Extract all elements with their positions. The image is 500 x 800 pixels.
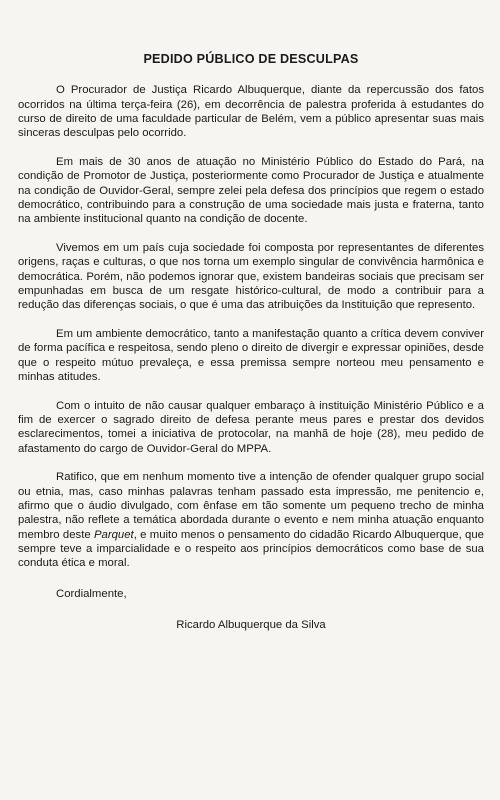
paragraph-5: Com o intuito de não causar qualquer embaraço à instituição Ministério Público e a fim de exercer o sagrado direito de defesa perante meus pares e prestar dos devidos esclarecimentos, tomei a iniciativa de protocolar, na manhã de hoje (28), meu pedido de afastamento do cargo de Ouvidor-Geral do MPPA. [18, 399, 484, 455]
signature-name: Ricardo Albuquerque da Silva [176, 618, 326, 631]
parquet-emphasis: Parquet [93, 528, 134, 541]
paragraph-1: O Procurador de Justiça Ricardo Albuquerque, diante da repercussão dos fatos ocorridos na última terça-feira (26), em decorrência de palestra proferida à estudantes do curso de direito de uma faculdade particular de Belém, vem a público apresentar suas mais sinceras desculpas pelo ocorrido. [18, 84, 484, 140]
closing-salutation: Cordialmente, [56, 588, 127, 601]
paragraph-4: Em um ambiente democrático, tanto a manifestação quanto a crítica devem conviver de forma pacífica e respeitosa, sendo pleno o direito de divergir e expressar opiniões, desde que o respeito mútuo prevaleça, e essa premissa sempre norteou meu pensamento e minhas atitudes. [18, 327, 484, 383]
document-title: PEDIDO PÚBLICO DE DESCULPAS [143, 52, 359, 66]
paragraph-6 [18, 470, 484, 570]
paragraph-6-text-start: Ratifico, que em nenhum momento tive a intenção de ofender qualquer grupo social ou etnia, mas, caso minhas palavras tenham passado esta impressão, me penitencio e, afirmo que o áudio divulgado, com ênfase em tão somente um pequeno trecho de minha palestra, não reflete a temática abordada durante o evento e nem minha atuação enquanto membro deste [18, 471, 484, 541]
paragraph-2: Em mais de 30 anos de atuação no Ministério Público do Estado do Pará, na condição de Promotor de Justiça, posteriormente como Procurador de Justiça e atualmente na condição de Ouvidor-Geral, sempre zelei pela defesa dos princípios que regem o estado democrático, contribuindo para a construção de uma sociedade mais justa e fraterna, tanto na ambiente institucional quanto na condição de docente. [18, 155, 484, 226]
paragraph-3: Vivemos em um país cuja sociedade foi composta por representantes de diferentes origens, raças e culturas, o que nos torna um exemplo singular de convivência harmônica e democrática. Porém, não podemos ignorar que, existem bandeiras sociais que precisam ser empunhadas em busca de um resgate histórico-cultural, de modo a contribuir para a redução das diferenças sociais, o que é uma das atribuições da Instituição que represento. [18, 241, 484, 312]
paragraph-6-text-end: , e muito menos o pensamento do cidadão Ricardo Albuquerque, que sempre teve a imparcialidade e o respeito aos princípios democráticos como base de sua conduta ética e moral. [18, 528, 484, 570]
